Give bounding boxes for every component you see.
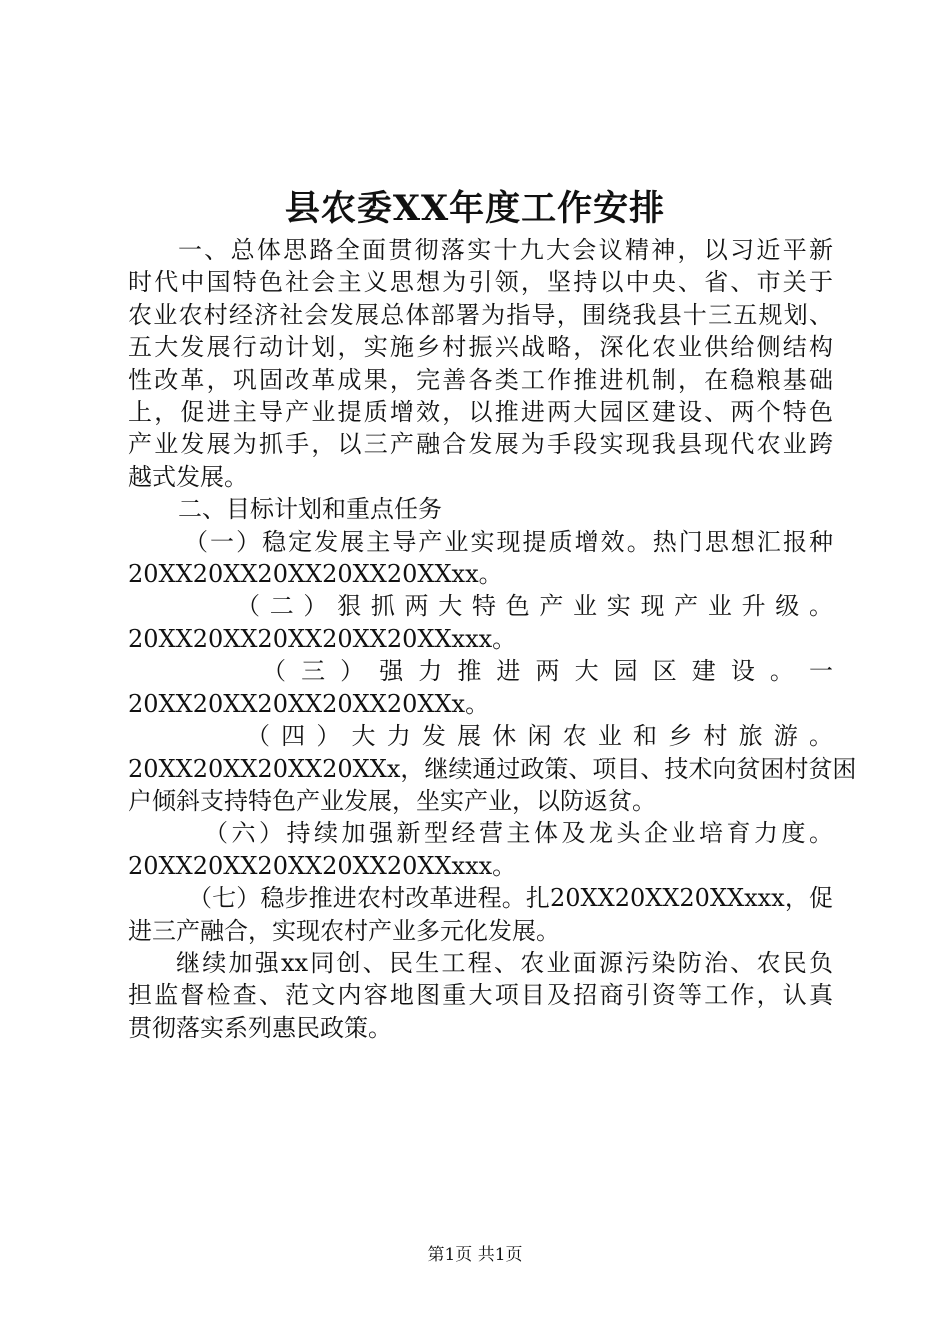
text-line: 上，促进主导产业提质增效，以推进两大园区建设、两个特色 — [128, 398, 833, 427]
task-item — [128, 526, 833, 591]
task-item-heading: （三）强力推进两大园区建设。一 — [262, 657, 833, 686]
task-item-text: 20XX20XX20XX20XX20XXx。 — [128, 689, 490, 718]
text-line: 担监督检查、范文内容地图重大项目及招商引资等工作，认真 — [128, 981, 833, 1010]
text-line: 时代中国特色社会主义思想为引领，坚持以中央、省、市关于 — [128, 268, 833, 297]
text-line: 性改革，巩固改革成果，完善各类工作推进机制，在稳粮基础 — [128, 365, 833, 394]
task-item — [128, 817, 833, 882]
task-item-text: 20XX20XX20XX20XX20XXxxx。 — [128, 624, 517, 653]
task-item — [128, 590, 833, 655]
task-item-heading: （四）大力发展休闲农业和乡村旅游。 — [246, 722, 833, 751]
text-line: 农业农村经济社会发展总体部署为指导，围绕我县十三五规划、 — [128, 300, 833, 329]
task-item — [128, 720, 857, 817]
task-item-heading: （六）持续加强新型经营主体及龙头企业培育力度。 — [204, 819, 833, 848]
section-overall-approach — [128, 234, 833, 493]
task-item-text: 20XX20XX20XX20XX20XXxx。 — [128, 560, 503, 589]
text-line: 五大发展行动计划，实施乡村振兴战略，深化农业供给侧结构 — [128, 333, 833, 362]
text-line: 贯彻落实系列惠民政策。 — [128, 1013, 392, 1042]
task-item-heading: （二）狠抓两大特色产业实现产业升级。 — [236, 592, 833, 621]
task-item-heading: （一）稳定发展主导产业实现提质增效。热门思想汇报种 — [184, 527, 833, 556]
task-item — [128, 882, 833, 947]
task-item-heading: （七）稳步推进农村改革进程。扎20XX20XX20XXxxx，促 — [188, 884, 833, 913]
text-line: 产业发展为抓手，以三产融合发展为手段实现我县现代农业跨 — [128, 430, 833, 459]
text-line: 一、总体思路全面贯彻落实十九大会议精神，以习近平新 — [178, 236, 833, 264]
task-item-text: 进三产融合，实现农村产业多元化发展。 — [128, 916, 560, 945]
section-heading: 二、目标计划和重点任务 — [178, 495, 442, 524]
task-item — [128, 655, 833, 720]
document-body — [128, 234, 857, 1044]
page-footer: 第1页 共1页 — [427, 1245, 523, 1265]
closing-paragraph — [128, 947, 833, 1044]
text-line: 越式发展。 — [128, 462, 248, 491]
document-title: 县农委XX年度工作安排 — [284, 188, 666, 229]
task-item-text: 20XX20XX20XX20XXx，继续通过政策、项目、技术向贫困村贫困 — [128, 754, 857, 783]
text-line: 继续加强xx同创、民生工程、农业面源污染防治、农民负 — [176, 948, 833, 977]
task-item-text: 20XX20XX20XX20XX20XXxxx。 — [128, 851, 517, 880]
task-item-text: 户倾斜支持特色产业发展，坐实产业，以防返贫。 — [128, 786, 656, 815]
